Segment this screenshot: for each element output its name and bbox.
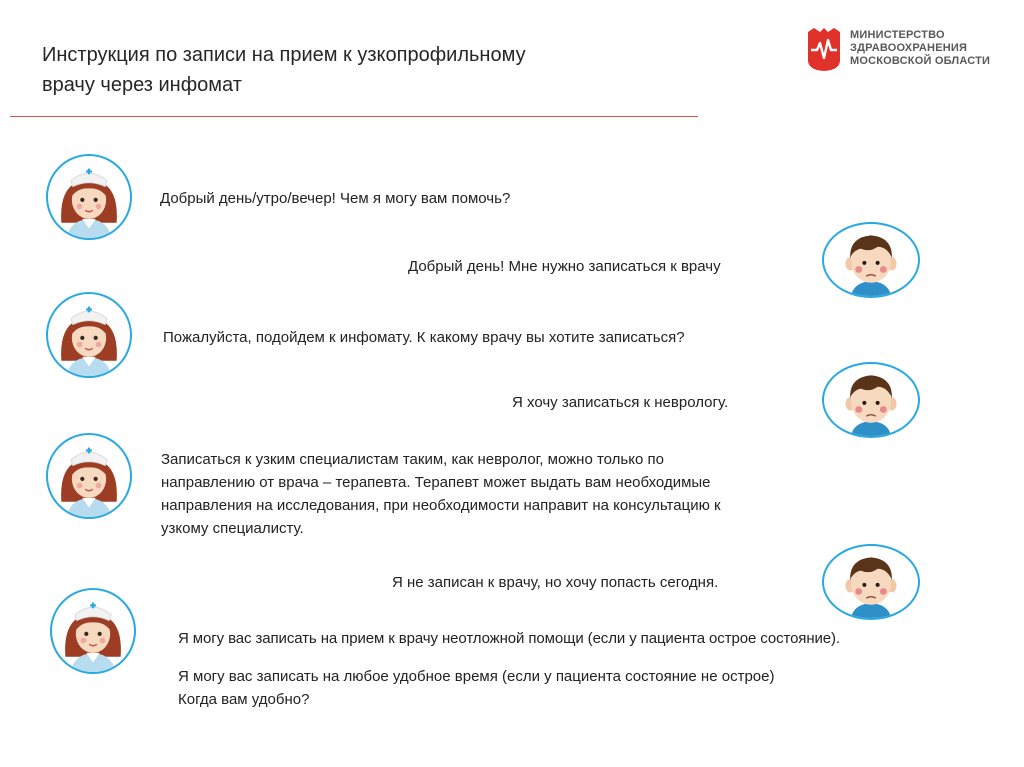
nurse-line-greeting: Добрый день/утро/вечер! Чем я могу вам помочь?: [160, 190, 511, 207]
nurse-line-referral-2: направлению от врача – терапевта. Терапевт может выдать вам необходимые: [161, 474, 711, 491]
nurse-line-referral-1: Записаться к узким специалистам таким, как невролог, можно только по: [161, 451, 664, 468]
patient-avatar: [822, 362, 920, 438]
title-divider: [10, 116, 698, 117]
ministry-logo: [806, 26, 1006, 76]
nurse-avatar: [46, 292, 132, 378]
nurse-avatar: [50, 588, 136, 674]
patient-icon: [824, 364, 918, 436]
patient-avatar: [822, 222, 920, 298]
ministry-name: [850, 29, 990, 68]
patient-icon: [824, 546, 918, 618]
page-title-line-2: врачу через инфомат: [42, 74, 242, 96]
nurse-line-any-time-1: Я могу вас записать на любое удобное время (если у пациента состояние не острое): [178, 668, 775, 685]
nurse-line-referral-4: узкому специалисту.: [161, 520, 304, 537]
ministry-name-line-2: ЗДРАВООХРАНЕНИЯ: [850, 42, 968, 54]
nurse-line-infomat: Пожалуйста, подойдем к инфомату. К какому врачу вы хотите записаться?: [163, 329, 685, 346]
ministry-emblem-icon: [806, 26, 842, 72]
nurse-icon: [48, 156, 130, 238]
patient-line-today: Я не записан к врачу, но хочу попасть сегодня.: [392, 574, 719, 591]
nurse-icon: [52, 590, 134, 672]
nurse-line-any-time: [178, 665, 774, 711]
page-title-line-1: Инструкция по записи на прием к узкопрофильному: [42, 44, 526, 66]
nurse-icon: [48, 435, 130, 517]
nurse-line-referral: [161, 448, 721, 540]
patient-icon: [824, 224, 918, 296]
nurse-avatar: [46, 154, 132, 240]
page-title: [42, 40, 682, 100]
nurse-line-emergency: Я могу вас записать на прием к врачу неотложной помощи (если у пациента острое состояние).: [178, 630, 841, 647]
nurse-avatar: [46, 433, 132, 519]
nurse-line-referral-3: направления на исследования, при необходимости направит на консультацию к: [161, 497, 721, 514]
patient-line-greeting: Добрый день! Мне нужно записаться к врачу: [408, 258, 721, 275]
nurse-icon: [48, 294, 130, 376]
nurse-line-any-time-2: Когда вам удобно?: [178, 691, 310, 708]
ministry-name-line-1: МИНИСТЕРСТВО: [850, 29, 945, 41]
ministry-name-line-3: МОСКОВСКОЙ ОБЛАСТИ: [850, 55, 991, 67]
patient-avatar: [822, 544, 920, 620]
patient-line-neurologist: Я хочу записаться к неврологу.: [512, 394, 729, 411]
